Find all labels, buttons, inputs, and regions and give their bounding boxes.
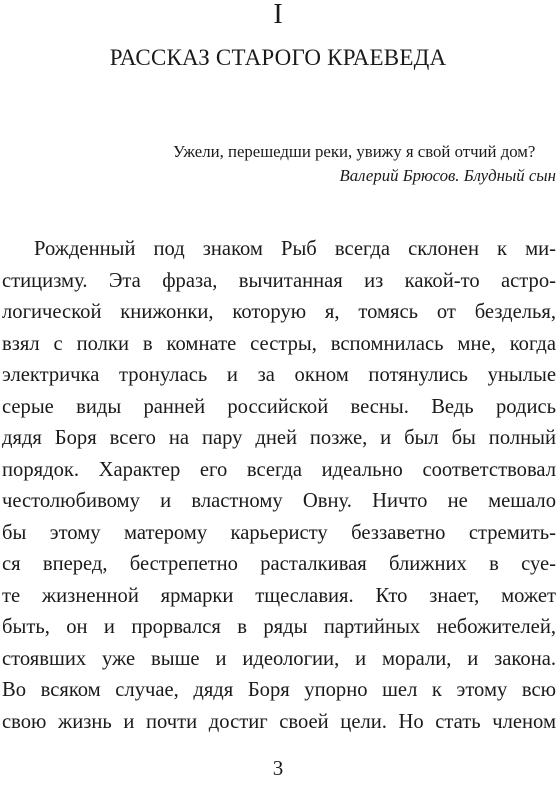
text-line: взял с полки в комнате сестры, вспомнилась мне, когда <box>2 332 556 355</box>
text-line: серые виды ранней российской весны. Ведь родись <box>2 395 556 418</box>
text-line: честолюбивому и властному Овну. Ничто не мешало <box>2 490 556 512</box>
text-line: свою жизнь и почти достиг своей цели. Но стать членом <box>2 710 556 733</box>
epigraph <box>173 140 556 188</box>
chapter-number: I <box>273 0 283 30</box>
text-line: стоявших уже выше и идеологии, и морали, и закона. <box>2 647 556 670</box>
text-line: Рожденный под знаком Рыб всегда склонен к ми- <box>34 238 556 260</box>
text-line: электричка тронулась и за окном потянулись унылые <box>2 364 556 386</box>
chapter-title: РАССКАЗ СТАРОГО КРАЕВЕДА <box>109 45 447 70</box>
text-line: ся вперед, бестрепетно расталкивая ближних в суе- <box>2 553 556 575</box>
epigraph-text: Ужели, перешедши реки, увижу я свой отчий дом? <box>173 142 536 161</box>
text-line: Во всяком случае, дядя Боря упорно шел к этому всю <box>2 679 556 701</box>
text-line: бы этому матерому карьеристу беззаветно стремить- <box>2 521 556 544</box>
page-number: 3 <box>272 756 284 780</box>
text-line: стицизму. Эта фраза, вычитанная из какой-то астро- <box>2 269 556 292</box>
body-text <box>2 234 556 738</box>
text-line: дядя Боря всего на пару дней позже, и был бы полный <box>2 427 556 449</box>
text-line: те жизненной ярмарки тщеславия. Кто знает, может <box>2 584 556 607</box>
text-line: логической книжонки, которую я, томясь от безделья, <box>2 301 556 323</box>
text-line: быть, он и прорвался в ряды партийных небожителей, <box>2 616 556 638</box>
text-line: порядок. Характер его всегда идеально соответствовал <box>2 458 556 481</box>
epigraph-source: Валерий Брюсов. Блудный сын <box>339 166 556 185</box>
